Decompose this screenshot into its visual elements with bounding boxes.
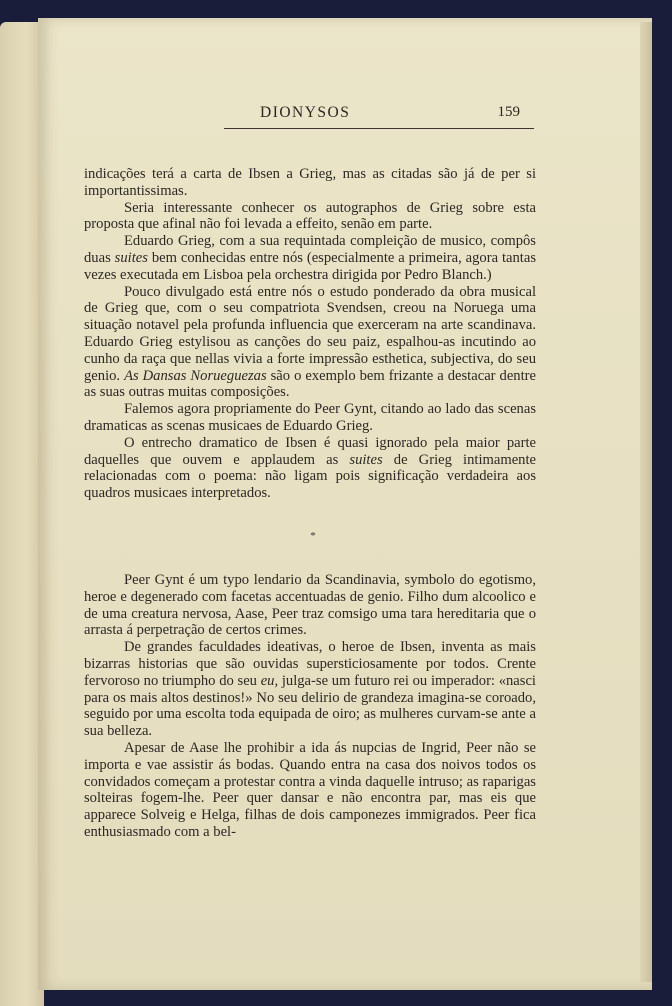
paragraph: Falemos agora propriamente do Peer Gynt, citando ao lado das scenas dramaticas as scenas musicaes de Eduardo Grieg. [84, 401, 536, 434]
running-header [224, 104, 534, 129]
paragraph: indicações terá a carta de Ibsen a Grieg, mas as citadas são já de per si importantissimas. [84, 166, 536, 199]
italic-term: suites [114, 249, 148, 266]
paragraph: Pouco divulgado está entre nós o estudo ponderado da obra musical de Grieg que, com o seu compatriota Svendsen, creou na Noruega uma situação notavel pela profunda influencia que exerceram na arte scandinava. Eduardo Grieg estylisou as canções do seu paiz, espalhou-as incutindo ao cunho da raça que nellas vivia a forte impressão esthetica, subjectiva, do seu genio. As Dansas Norueguezas são o exemplo bem frizante a destacar dentre as suas outras muitas composições. [84, 283, 536, 401]
italic-title: As Dansas Norueguezas [124, 367, 267, 384]
page-edge [640, 22, 652, 982]
paragraph: O entrecho dramatico de Ibsen é quasi ignorado pela maior parte daquelles que ouvem e applaudem as suites de Grieg intimamente relacionadas com o poema: não ligam pois significação verdadeira aos quadros musicaes interpretados. [84, 434, 536, 502]
italic-term: suites [349, 451, 383, 468]
paragraph: Peer Gynt é um typo lendario da Scandinavia, symbolo do egotismo, heroe e degenerado com facetas accentuadas de genio. Filho dum alcoolico e de uma creatura nervosa, Aase, Peer traz comsigo uma tara hereditaria que o arrasta á perpetração de certos crimes. [84, 572, 536, 639]
italic-word: eu, [260, 672, 279, 689]
paragraph: Apesar de Aase lhe prohibir a ida ás nupcias de Ingrid, Peer não se importa e vae assistir ás bodas. Quando entra na casa dos noivos todos os convidados começam a protestar contra a vinda daquelle intruso; as raparigas solteiras fogem-lhe. Peer quer dansar e não encontra par, mas eis que apparece Solveig e Helga, filhas de dois camponezes immigrados. Peer fica enthusiasmado com a bel- [84, 739, 536, 840]
book-page [38, 18, 652, 990]
section-two [84, 572, 536, 841]
paragraph: Eduardo Grieg, com a sua requintada compleição de musico, compôs duas suites bem conhecidas entre nós (especialmente a primeira, agora tantas vezes executada em Lisboa pela orchestra dirigida por Pedro Blanch.) [84, 233, 536, 283]
running-title: DIONYSOS [260, 104, 351, 121]
page-number: 159 [497, 104, 520, 120]
section-separator: * [310, 530, 316, 542]
section-one [84, 166, 536, 502]
paragraph: De grandes faculdades ideativas, o heroe de Ibsen, inventa as mais bizarras historias que são ouvidas supersticiosamente por todos. Crente fervoroso no triumpho do seu eu, julga-se um futuro rei ou imperador: «nasci para os mais altos destinos!» No seu delirio de grandeza imagina-se coroado, seguido por uma escolta toda equipada de oiro; as mulheres curvam-se ante a sua belleza. [84, 639, 536, 740]
paragraph: Seria interessante conhecer os autographos de Grieg sobre esta proposta que afinal não foi levada a effeito, senão em parte. [84, 199, 536, 233]
